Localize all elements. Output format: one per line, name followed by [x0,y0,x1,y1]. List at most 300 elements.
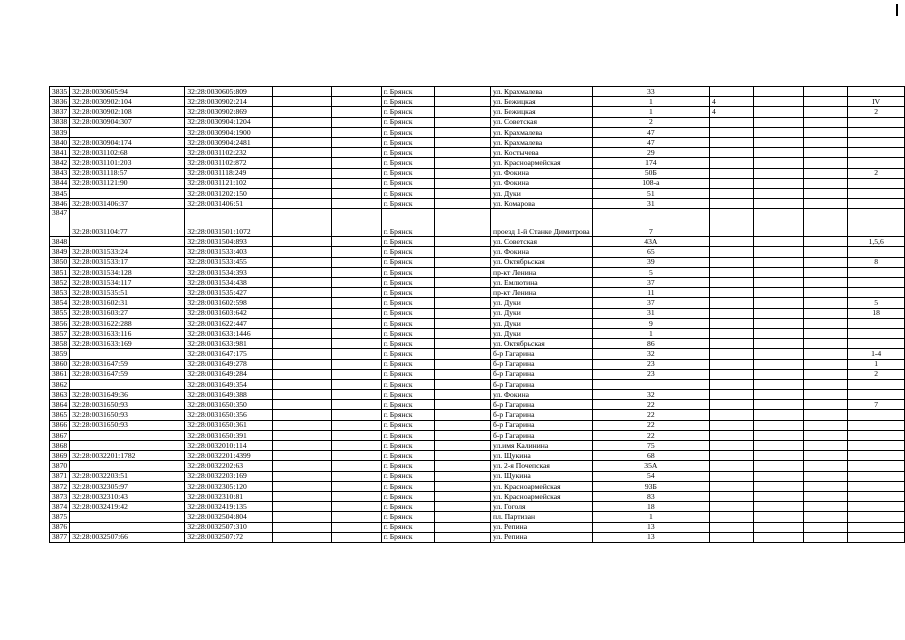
extra-field-cell: 4 [710,97,754,107]
street-cell: ул. Дуки [491,318,593,328]
land-cadastral-number-cell: 32:28:0030904:307 [70,117,185,127]
blank-cell [753,257,803,267]
blank-cell [753,379,803,389]
building-cadastral-number-cell: 32:28:0031649:278 [185,359,272,369]
house-number-cell: 33 [592,87,709,97]
building-cadastral-number-cell: 32:28:0030904:1900 [185,127,272,137]
blank-cell [272,137,331,147]
building-cadastral-number-cell: 32:28:0031633:1446 [185,328,272,338]
building-cadastral-number-cell: 32:28:0031121:102 [185,178,272,188]
land-cadastral-number-cell [70,188,185,198]
blank-cell [803,349,847,359]
house-number-cell: 7 [592,209,709,237]
city-cell: г. Брянск [381,420,434,430]
row-number-cell: 3862 [50,379,70,389]
house-number-cell: 65 [592,247,709,257]
blank-cell [272,359,331,369]
city-cell: г. Брянск [381,97,434,107]
blank-cell [803,532,847,542]
row-number-cell: 3853 [50,288,70,298]
city-cell: г. Брянск [381,379,434,389]
blank-cell [434,237,490,247]
blank-cell [434,298,490,308]
blank-cell [434,461,490,471]
blank-cell [272,451,331,461]
blank-cell [272,430,331,440]
blank-cell [753,188,803,198]
street-cell: б-р Гагарина [491,430,593,440]
land-cadastral-number-cell [70,349,185,359]
street-cell: ул. Фокина [491,178,593,188]
table-row [50,298,905,308]
blank-cell [753,328,803,338]
land-cadastral-number-cell [70,379,185,389]
table-row [50,349,905,359]
land-cadastral-number-cell: 32:28:0031118:57 [70,168,185,178]
city-cell: г. Брянск [381,148,434,158]
city-cell: г. Брянск [381,117,434,127]
registry-rows [50,87,905,543]
blank-cell [434,481,490,491]
blank-cell [272,318,331,328]
house-number-cell [592,379,709,389]
city-cell: г. Брянск [381,471,434,481]
blank-cell [803,481,847,491]
house-number-cell: 22 [592,400,709,410]
row-number-cell: 3868 [50,441,70,451]
extra-field-cell [710,441,754,451]
blank-cell [331,278,381,288]
blank-cell [434,257,490,267]
house-number-cell: 22 [592,420,709,430]
land-cadastral-number-cell: 32:28:0031533:17 [70,257,185,267]
house-number-cell: 93Б [592,481,709,491]
building-cadastral-number-cell: 32:28:0031622:447 [185,318,272,328]
table-row [50,441,905,451]
blank-cell [434,127,490,137]
city-cell: г. Брянск [381,481,434,491]
street-cell: ул. Крахмалева [491,87,593,97]
blank-cell [272,298,331,308]
blank-cell [331,441,381,451]
street-cell: ул. Бежицкая [491,97,593,107]
extra-field-cell [710,481,754,491]
premises-number-cell [848,491,905,501]
house-number-cell: 32 [592,390,709,400]
blank-cell [434,359,490,369]
street-cell: б-р Гагарина [491,369,593,379]
blank-cell [803,237,847,247]
land-cadastral-number-cell: 32:28:0030902:104 [70,97,185,107]
city-cell: г. Брянск [381,267,434,277]
blank-cell [272,97,331,107]
table-row [50,288,905,298]
building-cadastral-number-cell: 32:28:0031534:393 [185,267,272,277]
building-cadastral-number-cell: 32:28:0031649:284 [185,369,272,379]
blank-cell [803,257,847,267]
row-number-cell: 3870 [50,461,70,471]
street-cell: ул. Красноармейская [491,158,593,168]
table-row [50,178,905,188]
blank-cell [434,87,490,97]
table-row [50,512,905,522]
premises-number-cell [848,148,905,158]
blank-cell [272,188,331,198]
premises-number-cell [848,318,905,328]
land-cadastral-number-cell: 32:28:0031650:93 [70,400,185,410]
blank-cell [753,410,803,420]
blank-cell [753,308,803,318]
street-cell: проезд 1-й Станке Димитрова [491,209,593,237]
extra-field-cell [710,379,754,389]
premises-number-cell [848,481,905,491]
house-number-cell: 31 [592,308,709,318]
blank-cell [753,390,803,400]
street-cell: ул.имя Калинина [491,441,593,451]
blank-cell [803,247,847,257]
street-cell: ул. Крахмалева [491,137,593,147]
blank-cell [434,278,490,288]
blank-cell [331,137,381,147]
blank-cell [803,188,847,198]
table-row [50,339,905,349]
street-cell: ул. Дуки [491,308,593,318]
blank-cell [434,339,490,349]
blank-cell [803,278,847,288]
premises-number-cell: 18 [848,308,905,318]
extra-field-cell [710,148,754,158]
land-cadastral-number-cell: 32:28:0031533:24 [70,247,185,257]
street-cell: ул. Красноармейская [491,491,593,501]
premises-number-cell: 2 [848,168,905,178]
building-cadastral-number-cell: 32:28:0031202:150 [185,188,272,198]
blank-cell [331,461,381,471]
extra-field-cell [710,127,754,137]
premises-number-cell: 1,5,6 [848,237,905,247]
building-cadastral-number-cell: 32:28:0031504:893 [185,237,272,247]
table-row [50,199,905,209]
premises-number-cell: 5 [848,298,905,308]
blank-cell [331,491,381,501]
row-number-cell: 3836 [50,97,70,107]
street-cell: ул. Советская [491,237,593,247]
city-cell: г. Брянск [381,349,434,359]
blank-cell [753,359,803,369]
house-number-cell: 1 [592,512,709,522]
table-row [50,188,905,198]
blank-cell [434,451,490,461]
extra-field-cell [710,158,754,168]
extra-field-cell [710,87,754,97]
blank-cell [272,512,331,522]
premises-number-cell: 7 [848,400,905,410]
blank-cell [331,97,381,107]
street-cell: ул. Фокина [491,390,593,400]
house-number-cell: 31 [592,199,709,209]
street-cell: ул. Октябрьская [491,339,593,349]
land-cadastral-number-cell [70,441,185,451]
street-cell: б-р Гагарина [491,400,593,410]
extra-field-cell [710,137,754,147]
building-cadastral-number-cell: 32:28:0030904:1204 [185,117,272,127]
table-row [50,410,905,420]
blank-cell [753,87,803,97]
blank-cell [753,491,803,501]
house-number-cell: 43А [592,237,709,247]
street-cell: ул. Щукина [491,471,593,481]
blank-cell [434,188,490,198]
table-row [50,137,905,147]
house-number-cell: 68 [592,451,709,461]
blank-cell [803,178,847,188]
blank-cell [753,298,803,308]
extra-field-cell [710,267,754,277]
blank-cell [434,288,490,298]
blank-cell [753,107,803,117]
building-cadastral-number-cell: 32:28:0031650:391 [185,430,272,440]
table-row [50,430,905,440]
blank-cell [434,148,490,158]
row-number-cell: 3855 [50,308,70,318]
land-cadastral-number-cell: 32:28:0031622:288 [70,318,185,328]
table-row [50,97,905,107]
extra-field-cell [710,420,754,430]
table-row [50,318,905,328]
building-cadastral-number-cell: 32:28:0031535:427 [185,288,272,298]
blank-cell [272,168,331,178]
blank-cell [753,178,803,188]
blank-cell [753,420,803,430]
blank-cell [272,288,331,298]
blank-cell [753,318,803,328]
building-cadastral-number-cell: 32:28:0032202:63 [185,461,272,471]
blank-cell [753,278,803,288]
land-cadastral-number-cell [70,461,185,471]
land-cadastral-number-cell: 32:28:0032310:43 [70,491,185,501]
blank-cell [272,481,331,491]
blank-cell [331,168,381,178]
blank-cell [803,502,847,512]
blank-cell [803,97,847,107]
premises-number-cell: 1-4 [848,349,905,359]
street-cell: б-р Гагарина [491,379,593,389]
premises-number-cell [848,522,905,532]
city-cell: г. Брянск [381,410,434,420]
blank-cell [434,178,490,188]
blank-cell [434,430,490,440]
blank-cell [434,117,490,127]
land-cadastral-number-cell: 32:28:0031650:93 [70,410,185,420]
premises-number-cell [848,209,905,237]
table-row [50,532,905,542]
row-number-cell: 3856 [50,318,70,328]
building-cadastral-number-cell: 32:28:0031501:1072 [185,209,272,237]
blank-cell [434,522,490,532]
blank-cell [331,148,381,158]
blank-cell [272,237,331,247]
building-cadastral-number-cell: 32:28:0032310:81 [185,491,272,501]
blank-cell [272,257,331,267]
premises-number-cell [848,339,905,349]
city-cell: г. Брянск [381,502,434,512]
street-cell: ул. Бежицкая [491,107,593,117]
row-number-cell: 3875 [50,512,70,522]
street-cell: б-р Гагарина [491,359,593,369]
row-number-cell: 3860 [50,359,70,369]
street-cell: ул. Комарова [491,199,593,209]
blank-cell [434,491,490,501]
blank-cell [803,298,847,308]
row-number-cell: 3876 [50,522,70,532]
premises-number-cell: IV [848,97,905,107]
house-number-cell: 39 [592,257,709,267]
premises-number-cell: 2 [848,369,905,379]
premises-number-cell [848,328,905,338]
blank-cell [331,288,381,298]
blank-cell [434,379,490,389]
land-cadastral-number-cell: 32:28:0032201:1782 [70,451,185,461]
building-cadastral-number-cell: 32:28:0032201:4399 [185,451,272,461]
blank-cell [331,308,381,318]
blank-cell [272,379,331,389]
blank-cell [434,328,490,338]
land-cadastral-number-cell: 32:28:0031535:51 [70,288,185,298]
table-row [50,522,905,532]
blank-cell [331,117,381,127]
building-cadastral-number-cell: 32:28:0032504:804 [185,512,272,522]
extra-field-cell [710,328,754,338]
blank-cell [803,369,847,379]
street-cell: ул. Октябрьская [491,257,593,267]
house-number-cell: 50Б [592,168,709,178]
table-row [50,237,905,247]
blank-cell [753,349,803,359]
building-cadastral-number-cell: 32:28:0032305:120 [185,481,272,491]
registry-table [49,86,905,543]
city-cell: г. Брянск [381,278,434,288]
table-row [50,209,905,237]
land-cadastral-number-cell: 32:28:0031603:27 [70,308,185,318]
blank-cell [272,461,331,471]
blank-cell [272,107,331,117]
blank-cell [803,117,847,127]
land-cadastral-number-cell: 32:28:0031633:116 [70,328,185,338]
row-number-cell: 3835 [50,87,70,97]
table-row [50,278,905,288]
blank-cell [272,87,331,97]
premises-number-cell [848,379,905,389]
blank-cell [272,502,331,512]
table-row [50,148,905,158]
row-number-cell: 3850 [50,257,70,267]
blank-cell [803,199,847,209]
house-number-cell: 23 [592,369,709,379]
house-number-cell: 37 [592,298,709,308]
blank-cell [272,471,331,481]
blank-cell [331,318,381,328]
row-number-cell: 3841 [50,148,70,158]
row-number-cell: 3847 [50,209,70,237]
street-cell: ул. 2-я Почепская [491,461,593,471]
street-cell: ул. Костычева [491,148,593,158]
blank-cell [753,369,803,379]
blank-cell [803,328,847,338]
land-cadastral-number-cell: 32:28:0031647:59 [70,359,185,369]
land-cadastral-number-cell: 32:28:0031633:169 [70,339,185,349]
blank-cell [434,107,490,117]
blank-cell [803,288,847,298]
land-cadastral-number-cell: 32:28:0031534:117 [70,278,185,288]
table-row [50,390,905,400]
blank-cell [434,199,490,209]
row-number-cell: 3843 [50,168,70,178]
extra-field-cell [710,278,754,288]
land-cadastral-number-cell [70,522,185,532]
house-number-cell: 5 [592,267,709,277]
house-number-cell: 75 [592,441,709,451]
house-number-cell: 9 [592,318,709,328]
city-cell: г. Брянск [381,339,434,349]
building-cadastral-number-cell: 32:28:0032419:135 [185,502,272,512]
street-cell: ул. Советская [491,117,593,127]
blank-cell [331,267,381,277]
house-number-cell: 1 [592,97,709,107]
street-cell: ул. Емлютина [491,278,593,288]
blank-cell [331,369,381,379]
extra-field-cell [710,178,754,188]
extra-field-cell [710,359,754,369]
building-cadastral-number-cell: 32:28:0031603:642 [185,308,272,318]
extra-field-cell [710,410,754,420]
blank-cell [803,512,847,522]
table-row [50,158,905,168]
row-number-cell: 3845 [50,188,70,198]
extra-field-cell [710,430,754,440]
building-cadastral-number-cell: 32:28:0031102:872 [185,158,272,168]
city-cell: г. Брянск [381,328,434,338]
land-cadastral-number-cell [70,430,185,440]
house-number-cell: 37 [592,278,709,288]
extra-field-cell [710,188,754,198]
table-row [50,451,905,461]
table-row [50,420,905,430]
blank-cell [331,298,381,308]
blank-cell [803,522,847,532]
row-number-cell: 3866 [50,420,70,430]
blank-cell [331,522,381,532]
extra-field-cell [710,117,754,127]
blank-cell [331,400,381,410]
premises-number-cell [848,471,905,481]
city-cell: г. Брянск [381,441,434,451]
city-cell: г. Брянск [381,451,434,461]
blank-cell [272,178,331,188]
blank-cell [753,209,803,237]
blank-cell [753,502,803,512]
blank-cell [803,390,847,400]
street-cell: пр-кт Ленина [491,267,593,277]
extra-field-cell [710,339,754,349]
blank-cell [434,471,490,481]
row-number-cell: 3840 [50,137,70,147]
extra-field-cell [710,512,754,522]
premises-number-cell [848,158,905,168]
house-number-cell: 83 [592,491,709,501]
blank-cell [331,158,381,168]
premises-number-cell [848,451,905,461]
building-cadastral-number-cell: 32:28:0030902:869 [185,107,272,117]
street-cell: ул. Репина [491,532,593,542]
